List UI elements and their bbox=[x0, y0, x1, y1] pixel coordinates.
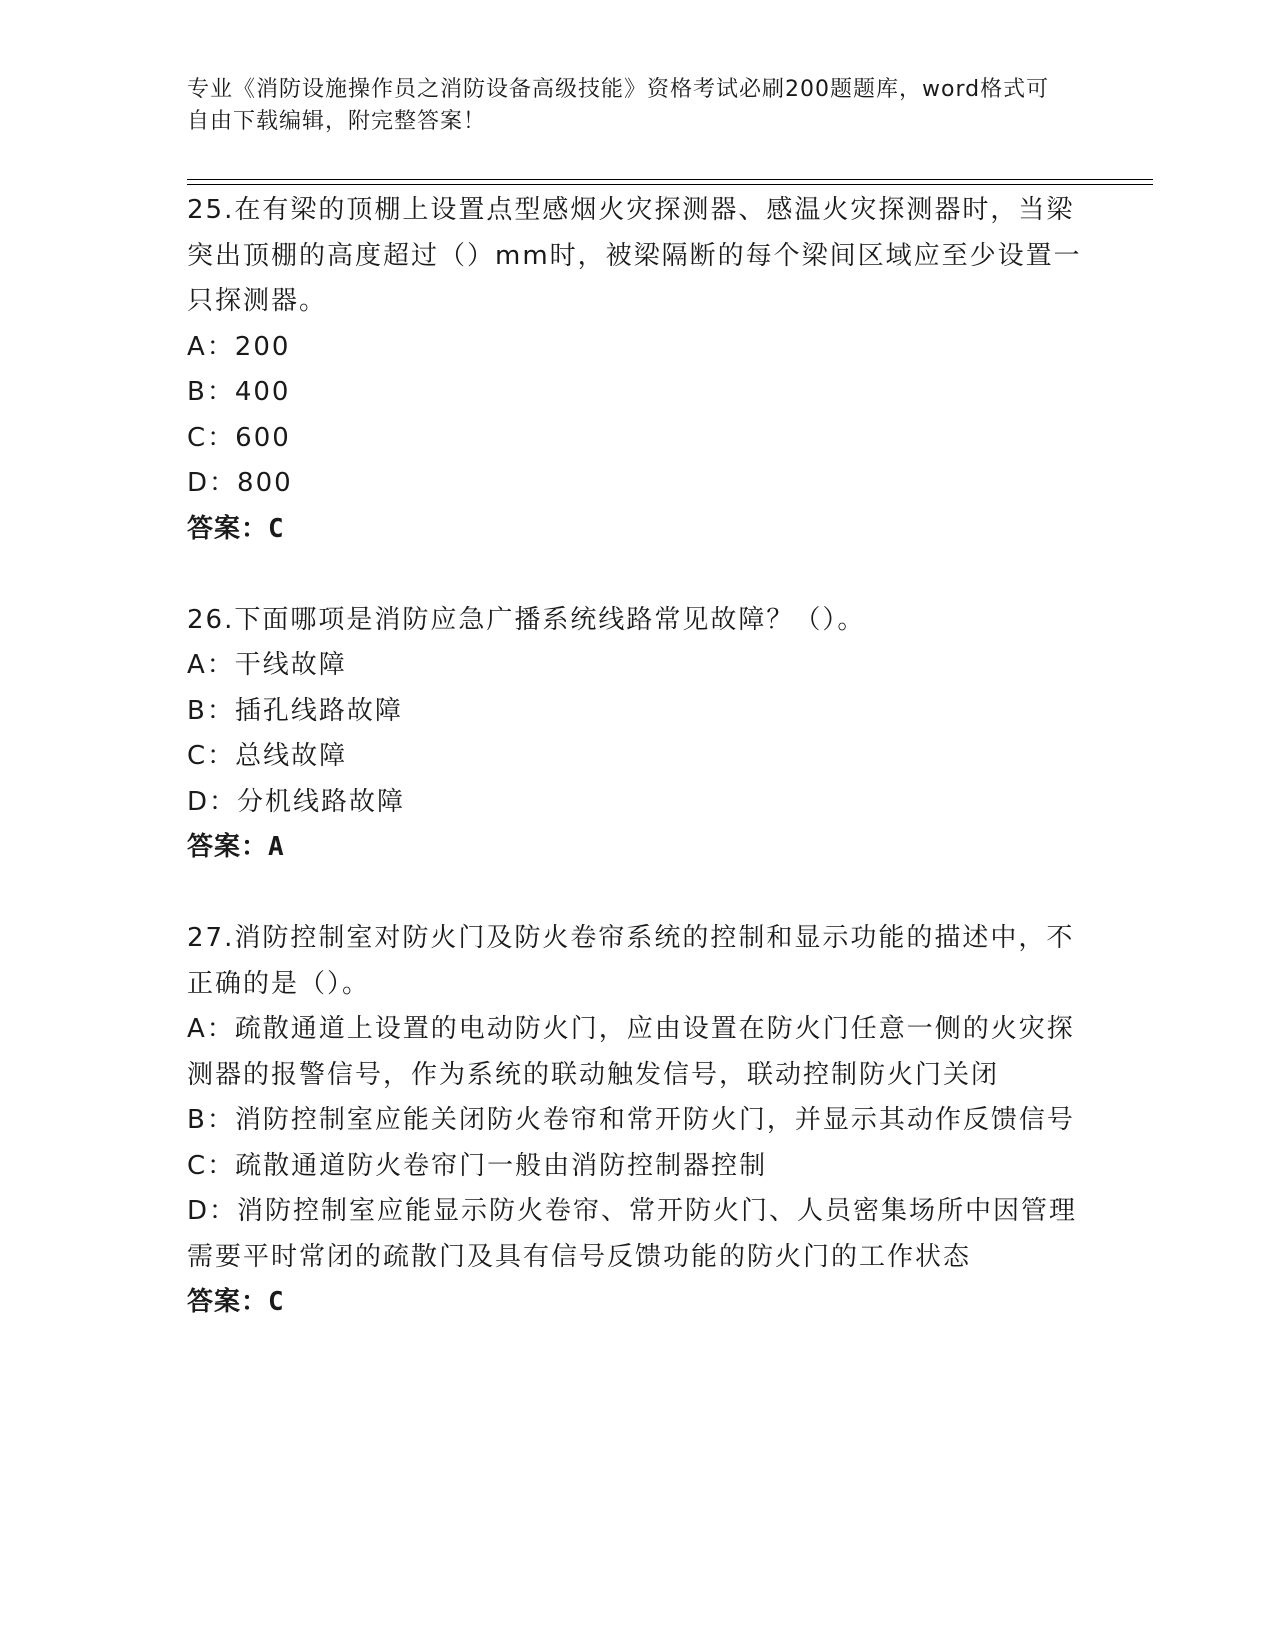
document-header: 专业《消防设施操作员之消防设备高级技能》资格考试必刷200题题库，word格式可自由下载编辑，附完整答案！ bbox=[187, 77, 1050, 134]
option-d: D：800 bbox=[187, 468, 293, 498]
option-c: C：总线故障 bbox=[187, 741, 348, 771]
option-a: A：200 bbox=[187, 331, 291, 362]
answer-label: 答案：A bbox=[187, 832, 285, 862]
question-25 bbox=[187, 188, 1087, 552]
option-b: B：插孔线路故障 bbox=[187, 695, 403, 726]
option-b: B：400 bbox=[187, 377, 291, 407]
option-c: C：疏散通道防火卷帘门一般由消防控制器控制 bbox=[187, 1150, 768, 1181]
option-d: D：消防控制室应能显示防火卷帘、常开防火门、人员密集场所中因管理需要平时常闭的疏散门及具有信号反馈功能的防火门的工作状态 bbox=[187, 1196, 1078, 1272]
answer-label: 答案：C bbox=[187, 513, 285, 544]
question-stem: 27.消防控制室对防火门及防火卷帘系统的控制和显示功能的描述中，不正确的是（）。 bbox=[187, 923, 1075, 999]
question-spacer bbox=[187, 871, 1087, 917]
question-27 bbox=[187, 916, 1087, 1326]
question-26 bbox=[187, 598, 1087, 871]
option-d: D：分机线路故障 bbox=[187, 786, 406, 817]
option-a: A：干线故障 bbox=[187, 650, 347, 680]
option-c: C：600 bbox=[187, 422, 291, 453]
question-stem: 26.下面哪项是消防应急广播系统线路常见故障？（）。 bbox=[187, 604, 866, 635]
option-a: A：疏散通道上设置的电动防火门，应由设置在防火门任意一侧的火灾探测器的报警信号，作为系统的联动触发信号，联动控制防火门关闭 bbox=[187, 1014, 1075, 1090]
answer-label: 答案：C bbox=[187, 1287, 285, 1317]
question-stem: 25.在有梁的顶棚上设置点型感烟火灾探测器、感温火灾探测器时，当梁突出顶棚的高度超过（）mm时，被梁隔断的每个梁间区域应至少设置一只探测器。 bbox=[187, 195, 1082, 316]
header-rule-top bbox=[187, 179, 1153, 180]
question-spacer bbox=[187, 552, 1087, 598]
question-list bbox=[187, 188, 1087, 1326]
header-rule-bottom bbox=[187, 184, 1153, 185]
option-b: B：消防控制室应能关闭防火卷帘和常开防火门，并显示其动作反馈信号 bbox=[187, 1105, 1075, 1135]
